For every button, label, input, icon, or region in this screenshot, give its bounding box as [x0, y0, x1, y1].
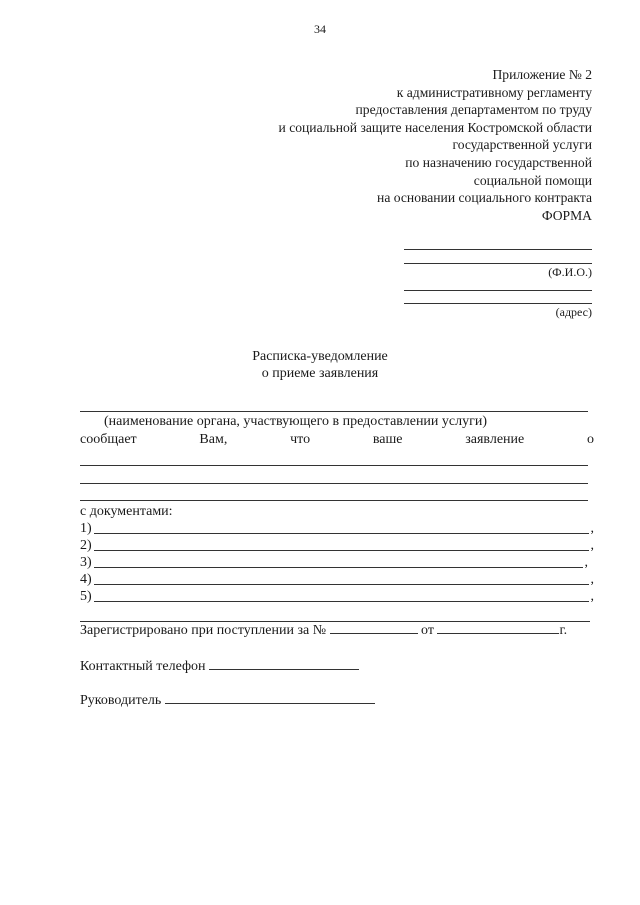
application-subject-line[interactable] — [80, 500, 588, 501]
document-number: 2) — [80, 538, 92, 553]
registration-prefix: Зарегистрировано при поступлении за № — [80, 623, 327, 638]
document-row-end: , — [584, 555, 588, 570]
application-subject-line[interactable] — [80, 483, 588, 484]
appendix-line: государственной услуги — [452, 137, 592, 153]
document-number: 5) — [80, 589, 92, 604]
document-row[interactable] — [80, 572, 594, 588]
message-word: о — [586, 432, 594, 447]
message-word: Вам, — [199, 432, 228, 447]
appendix-header — [279, 66, 592, 224]
message-word: ваше — [372, 432, 403, 447]
appendix-line: социальной помощи — [473, 172, 592, 188]
document-field-line[interactable] — [94, 567, 583, 568]
contact-label: Контактный телефон — [80, 659, 206, 674]
contact-phone-field[interactable] — [209, 669, 359, 670]
page-number: 34 — [314, 22, 326, 36]
document-row[interactable] — [80, 521, 594, 537]
head-label: Руководитель — [80, 693, 162, 708]
document-row[interactable] — [80, 538, 594, 554]
document-number: 4) — [80, 572, 92, 587]
organ-caption: (наименование органа, участвующего в предоставлении услуги) — [104, 414, 488, 429]
organ-name-line[interactable] — [80, 411, 588, 412]
document-field-line[interactable] — [94, 550, 589, 551]
registration-number-field[interactable] — [330, 633, 418, 634]
appendix-line: предоставления департаментом по труду — [355, 102, 592, 118]
document-row[interactable] — [80, 555, 588, 571]
document-title — [0, 348, 640, 382]
appendix-line: Приложение № 2 — [492, 67, 592, 82]
application-subject-line[interactable] — [80, 465, 588, 466]
appendix-line: по назначению государственной — [405, 154, 592, 170]
document-number: 3) — [80, 555, 92, 570]
document-field-line[interactable] — [94, 533, 589, 534]
head-row — [80, 693, 375, 709]
message-word: заявление — [465, 432, 525, 447]
form-label: ФОРМА — [541, 207, 592, 223]
registration-from: от — [421, 623, 434, 638]
message-sentence — [80, 432, 594, 448]
appendix-line: и социальной защите населения Костромской области — [278, 119, 592, 135]
appendix-line: на основании социального контракта — [377, 190, 592, 206]
title-line-1: Расписка-уведомление — [252, 349, 388, 364]
document-row-end: , — [590, 538, 594, 553]
address-field-line[interactable] — [404, 290, 592, 291]
address-caption: (адрес) — [555, 305, 592, 319]
document-row[interactable] — [80, 589, 594, 605]
documents-label: с документами: — [80, 504, 173, 519]
registration-row — [80, 623, 567, 639]
head-signature-field[interactable] — [165, 703, 375, 704]
contact-row — [80, 659, 359, 675]
document-row-end: , — [590, 589, 594, 604]
registration-year-suffix: г. — [559, 623, 568, 638]
document-row-end: , — [590, 572, 594, 587]
fio-field-line[interactable] — [404, 263, 592, 264]
fio-caption: (Ф.И.О.) — [548, 265, 592, 279]
document-number: 1) — [80, 521, 92, 536]
message-word: сообщает — [80, 432, 137, 447]
document-field-line[interactable] — [94, 584, 589, 585]
document-extra-line[interactable] — [80, 621, 590, 622]
registration-date-field[interactable] — [437, 633, 559, 634]
title-line-2: о приеме заявления — [261, 366, 379, 381]
appendix-line: к административному регламенту — [396, 84, 592, 100]
address-field-line[interactable] — [404, 303, 592, 304]
fio-field-line[interactable] — [404, 249, 592, 250]
message-word: что — [290, 432, 311, 447]
document-row-end: , — [590, 521, 594, 536]
document-field-line[interactable] — [94, 601, 589, 602]
